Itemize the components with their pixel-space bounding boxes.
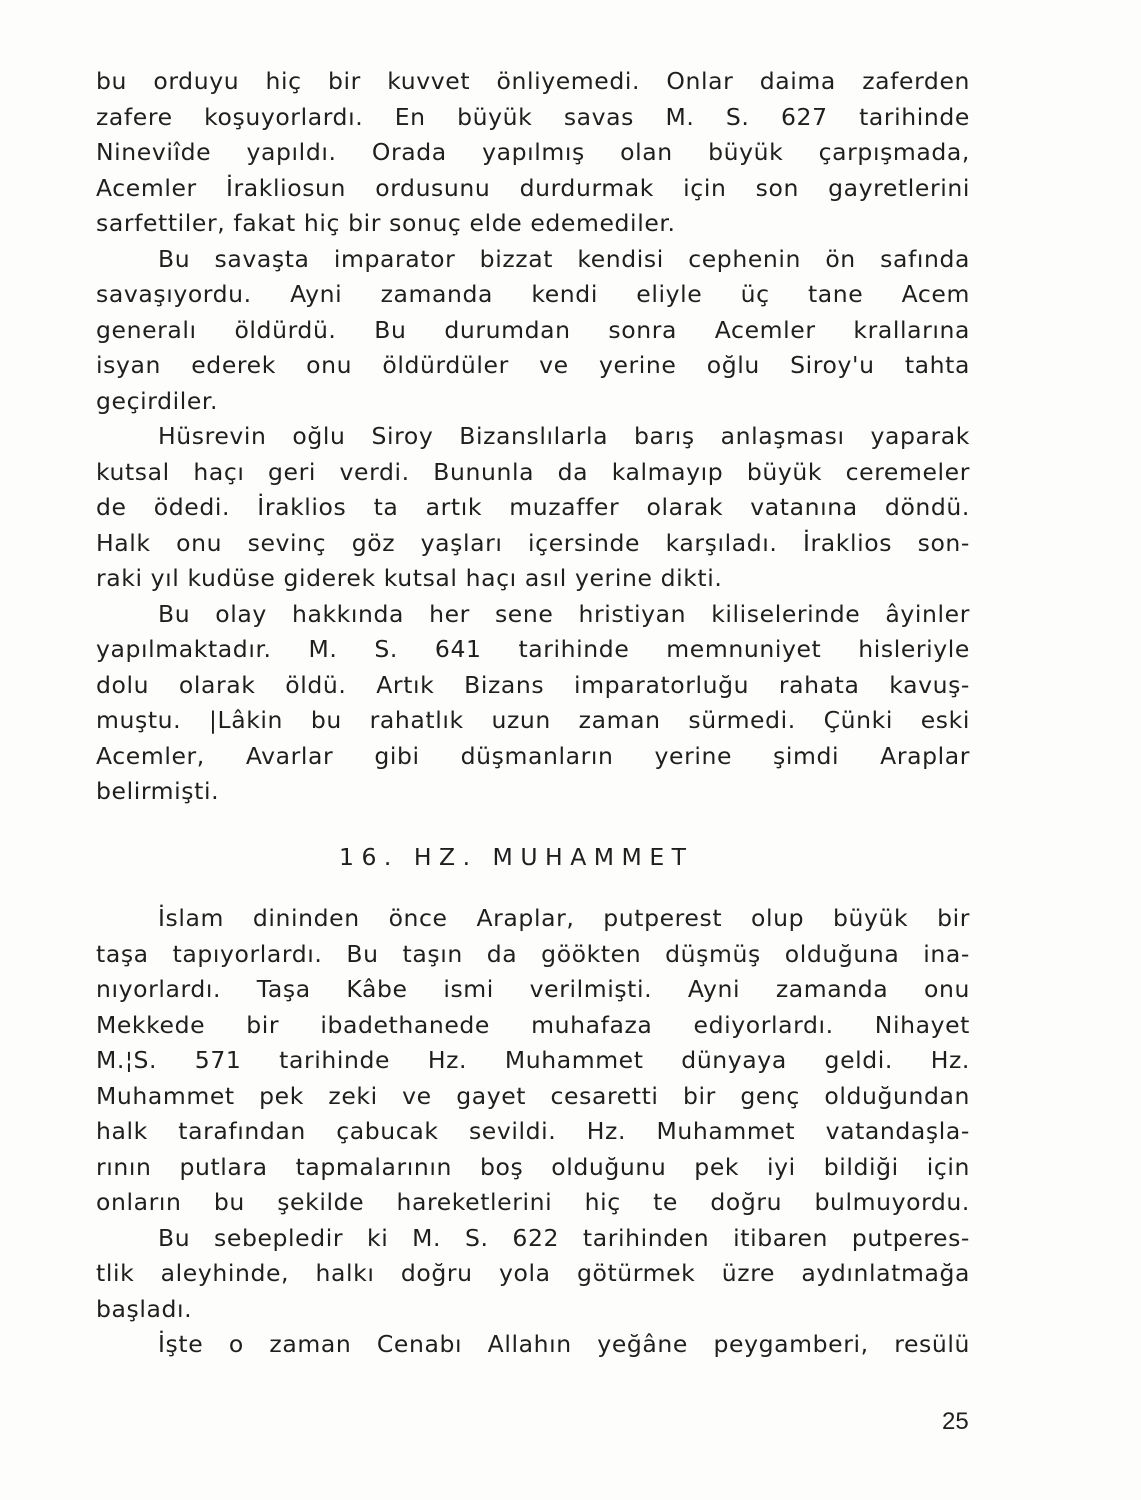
text-line: belirmişti. (96, 777, 220, 805)
text-line: İşte o zaman Cenabı Allahın yeğâne peygamberi, resülü (158, 1330, 970, 1358)
text-line: Bu olay hakkında her sene hristiyan kiliselerinde âyinler (158, 599, 970, 628)
text-line: M.¦S. 571 tarihinde Hz. Muhammet dünyaya geldi. Hz. (96, 1046, 970, 1074)
text-line: Acemler, Avarlar gibi düşmanların yerine şimdi Araplar (96, 741, 970, 770)
bottom-text-block (96, 901, 970, 1363)
text-line: muştu. |Lâkin bu rahatlık uzun zaman sürmedi. Çünki eski (96, 706, 970, 734)
text-line: Acemler İrakliosun ordusunu durdurmak için son gayretlerini (96, 173, 970, 202)
text-line: nıyorlardı. Taşa Kâbe ismi verilmişti. Ayni zamanda onu (96, 975, 970, 1003)
text-line: İslam dininden önce Araplar, putperest olup büyük bir (158, 904, 970, 932)
text-line: rının putlara tapmalarının boş olduğunu pek iyi bildiği için (96, 1152, 970, 1181)
text-line: Hüsrevin oğlu Siroy Bizanslılarla barış anlaşması yaparak (158, 422, 970, 450)
text-line: Mekkede bir ibadethanede muhafaza ediyorlardı. Nihayet (96, 1010, 970, 1039)
text-line: raki yıl kudüse giderek kutsal haçı asıl yerine dikti. (96, 564, 723, 592)
text-line: Bu sebepledir ki M. S. 622 tarihinden itibaren putperes- (158, 1223, 970, 1252)
page-number: 25 (942, 1408, 969, 1435)
text-line: Muhammet pek zeki ve gayet cesaretti bir genç olduğundan (96, 1081, 970, 1110)
text-line: taşa tapıyorlardı. Bu taşın da göökten düşmüş olduğuna ina- (96, 939, 970, 968)
text-line: başladı. (96, 1294, 193, 1323)
text-line: bu orduyu hiç bir kuvvet önliyemedi. Onlar daima zaferden (96, 67, 970, 95)
text-line: Nineviîde yapıldı. Orada yapılmış olan büyük çarpışmada, (96, 138, 970, 166)
text-line: geçirdiler. (96, 386, 219, 415)
text-line: Bu savaşta imparator bizzat kendisi cephenin ön safında (158, 244, 970, 273)
text-line: zafere koşuyorlardı. En büyük savas M. S. 627 tarihinde (96, 102, 970, 131)
text-line: dolu olarak öldü. Artık Bizans imparatorluğu rahata kavuş- (96, 670, 970, 699)
text-line: yapılmaktadır. M. S. 641 tarihinde memnuniyet hisleriyle (96, 635, 970, 663)
text-line: kutsal haçı geri verdi. Bununla da kalmayıp büyük ceremeler (96, 457, 970, 486)
top-text-block (96, 64, 970, 810)
text-line: tlik aleyhinde, halkı doğru yola götürmek üzre aydınlatmağa (96, 1259, 970, 1287)
text-line: onların bu şekilde hareketlerini hiç te doğru bulmuyordu. (96, 1188, 970, 1216)
text-line: generalı öldürdü. Bu durumdan sonra Acemler krallarına (96, 315, 970, 344)
text-line: de ödedi. İraklios ta artık muzaffer olarak vatanına döndü. (96, 493, 970, 521)
text-line: isyan ederek onu öldürdüler ve yerine oğlu Siroy'u tahta (96, 351, 970, 379)
text-line: savaşıyordu. Ayni zamanda kendi eliyle üç tane Acem (96, 280, 970, 308)
text-line: sarfettiler, fakat hiç bir sonuç elde edemediler. (96, 209, 676, 237)
text-line: halk tarafından çabucak sevildi. Hz. Muhammet vatandaşla- (96, 1117, 970, 1145)
section-heading: 16. HZ. MUHAMMET (339, 843, 694, 871)
text-line: Halk onu sevinç göz yaşları içersinde karşıladı. İraklios son- (96, 528, 970, 557)
